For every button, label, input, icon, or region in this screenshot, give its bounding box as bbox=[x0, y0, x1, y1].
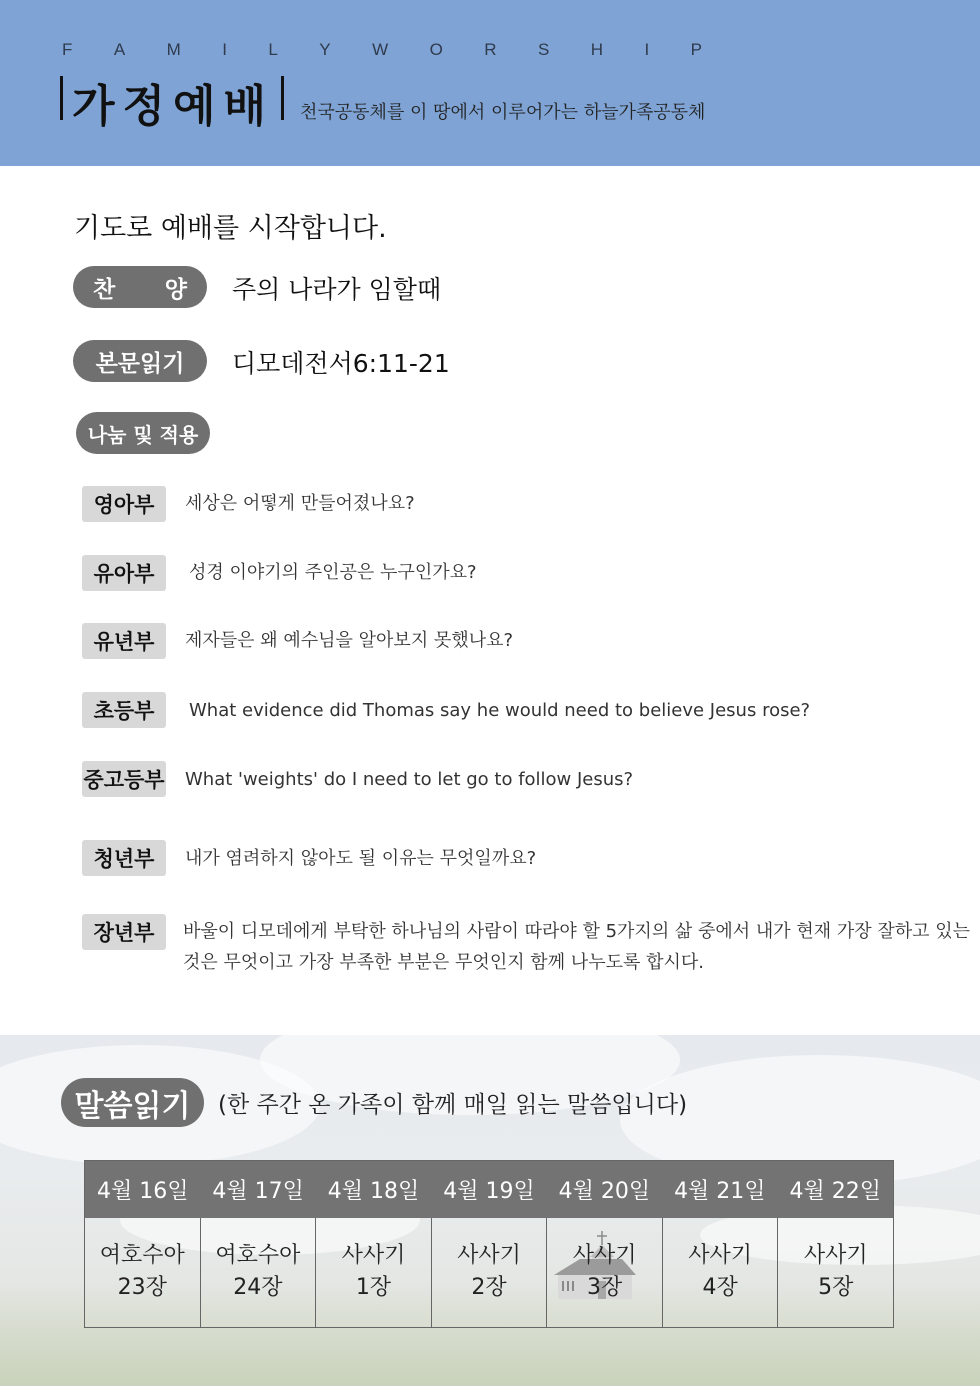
table-header-cell: 4월 19일 bbox=[443, 1179, 535, 1204]
table-cell bbox=[432, 1218, 548, 1328]
bible-reading-note: (한 주간 온 가족이 함께 매일 읽는 말씀입니다) bbox=[218, 1092, 688, 1118]
dept-question: 성경 이야기의 주인공은 누구인가요? bbox=[189, 562, 477, 583]
dept-question: 제자들은 왜 예수님을 알아보지 못했나요? bbox=[185, 630, 514, 651]
header-letter: I bbox=[644, 40, 650, 59]
header-letter: S bbox=[537, 40, 550, 59]
header-banner bbox=[0, 0, 980, 166]
dept-question: 세상은 어떻게 만들어졌나요? bbox=[185, 493, 415, 514]
cell-chapter: 1장 bbox=[355, 1275, 392, 1300]
table-row bbox=[85, 1218, 893, 1328]
cell-book: 사사기 bbox=[457, 1243, 521, 1268]
dept-label: 유아부 bbox=[82, 555, 166, 591]
table-header-row bbox=[85, 1161, 893, 1218]
cell-book: 여호수아 bbox=[99, 1243, 185, 1268]
table-cell bbox=[547, 1218, 663, 1328]
cell-chapter: 24장 bbox=[233, 1275, 283, 1300]
header-letter: I bbox=[222, 40, 227, 59]
hymn-label-b: 양 bbox=[164, 276, 187, 303]
sharing-label: 나눔 및 적용 bbox=[76, 412, 210, 454]
header-letter: R bbox=[484, 40, 497, 59]
dept-question: What 'weights' do I need to let go to follow Jesus? bbox=[185, 769, 634, 790]
family-worship-letters bbox=[62, 40, 702, 60]
header-letter: W bbox=[372, 40, 389, 59]
intro-text: 기도로 예배를 시작합니다. bbox=[74, 213, 387, 244]
header-letter: Y bbox=[319, 40, 331, 59]
cell-chapter: 5장 bbox=[818, 1275, 854, 1300]
hymn-label-a: 찬 bbox=[93, 276, 116, 303]
table-cell bbox=[201, 1218, 317, 1328]
dept-label: 중고등부 bbox=[82, 761, 166, 797]
dept-label: 청년부 bbox=[82, 840, 166, 876]
table-header-cell: 4월 22일 bbox=[789, 1179, 881, 1204]
hymn-label bbox=[73, 266, 207, 308]
cell-book: 사사기 bbox=[572, 1243, 637, 1268]
table-cell bbox=[85, 1218, 201, 1328]
header-letter: O bbox=[429, 40, 443, 59]
table-header-cell: 4월 21일 bbox=[674, 1179, 766, 1204]
page-subtitle: 천국공동체를 이 땅에서 이루어가는 하늘가족공동체 bbox=[300, 102, 706, 123]
cell-chapter: 2장 bbox=[471, 1275, 507, 1300]
dept-question-line: 것은 무엇이고 가장 부족한 부분은 무엇인지 함께 나누도록 합시다. bbox=[183, 952, 704, 973]
cell-book: 사사기 bbox=[341, 1243, 406, 1268]
page-title: 가정예배 bbox=[72, 81, 275, 132]
dept-label: 장년부 bbox=[82, 914, 166, 950]
dept-question: What evidence did Thomas say he would need to believe Jesus rose? bbox=[189, 700, 811, 721]
hymn-title: 주의 나라가 임할때 bbox=[232, 275, 442, 304]
reading-label: 본문읽기 bbox=[73, 340, 207, 382]
dept-label: 유년부 bbox=[82, 623, 166, 659]
table-header-cell: 4월 18일 bbox=[327, 1179, 420, 1204]
cell-book: 사사기 bbox=[803, 1243, 868, 1268]
table-cell bbox=[663, 1218, 779, 1328]
dept-question-line: 바울이 디모데에게 부탁한 하나님의 사람이 따라야 할 5가지의 삶 중에서 내가 현재 가장 잘하고 있는 bbox=[183, 921, 971, 942]
header-letter: M bbox=[166, 40, 181, 59]
cell-book: 여호수아 bbox=[215, 1243, 301, 1268]
dept-question bbox=[183, 916, 970, 978]
cell-chapter: 4장 bbox=[702, 1275, 738, 1300]
reading-schedule-table bbox=[84, 1160, 894, 1328]
cell-book: 사사기 bbox=[688, 1243, 753, 1268]
table-header-cell: 4월 20일 bbox=[558, 1179, 651, 1204]
cell-chapter: 23장 bbox=[117, 1275, 167, 1300]
table-cell bbox=[316, 1218, 432, 1328]
dept-label: 초등부 bbox=[82, 692, 166, 728]
title-bar-right bbox=[281, 76, 284, 120]
dept-question: 내가 염려하지 않아도 될 이유는 무엇일까요? bbox=[185, 848, 537, 869]
dept-label: 영아부 bbox=[82, 486, 166, 522]
table-cell bbox=[778, 1218, 893, 1328]
table-header-cell: 4월 17일 bbox=[212, 1179, 304, 1204]
table-header-cell: 4월 16일 bbox=[96, 1179, 189, 1204]
bible-reading-label: 말씀읽기 bbox=[61, 1078, 204, 1127]
header-letter: A bbox=[113, 40, 126, 59]
title-bar-left bbox=[60, 76, 63, 120]
reading-passage: 디모데전서6:11-21 bbox=[232, 349, 450, 378]
header-letter: H bbox=[590, 40, 604, 59]
header-letter: L bbox=[268, 40, 278, 59]
header-letter: F bbox=[62, 40, 73, 59]
cell-chapter: 3장 bbox=[586, 1275, 623, 1300]
header-letter: P bbox=[690, 40, 702, 59]
